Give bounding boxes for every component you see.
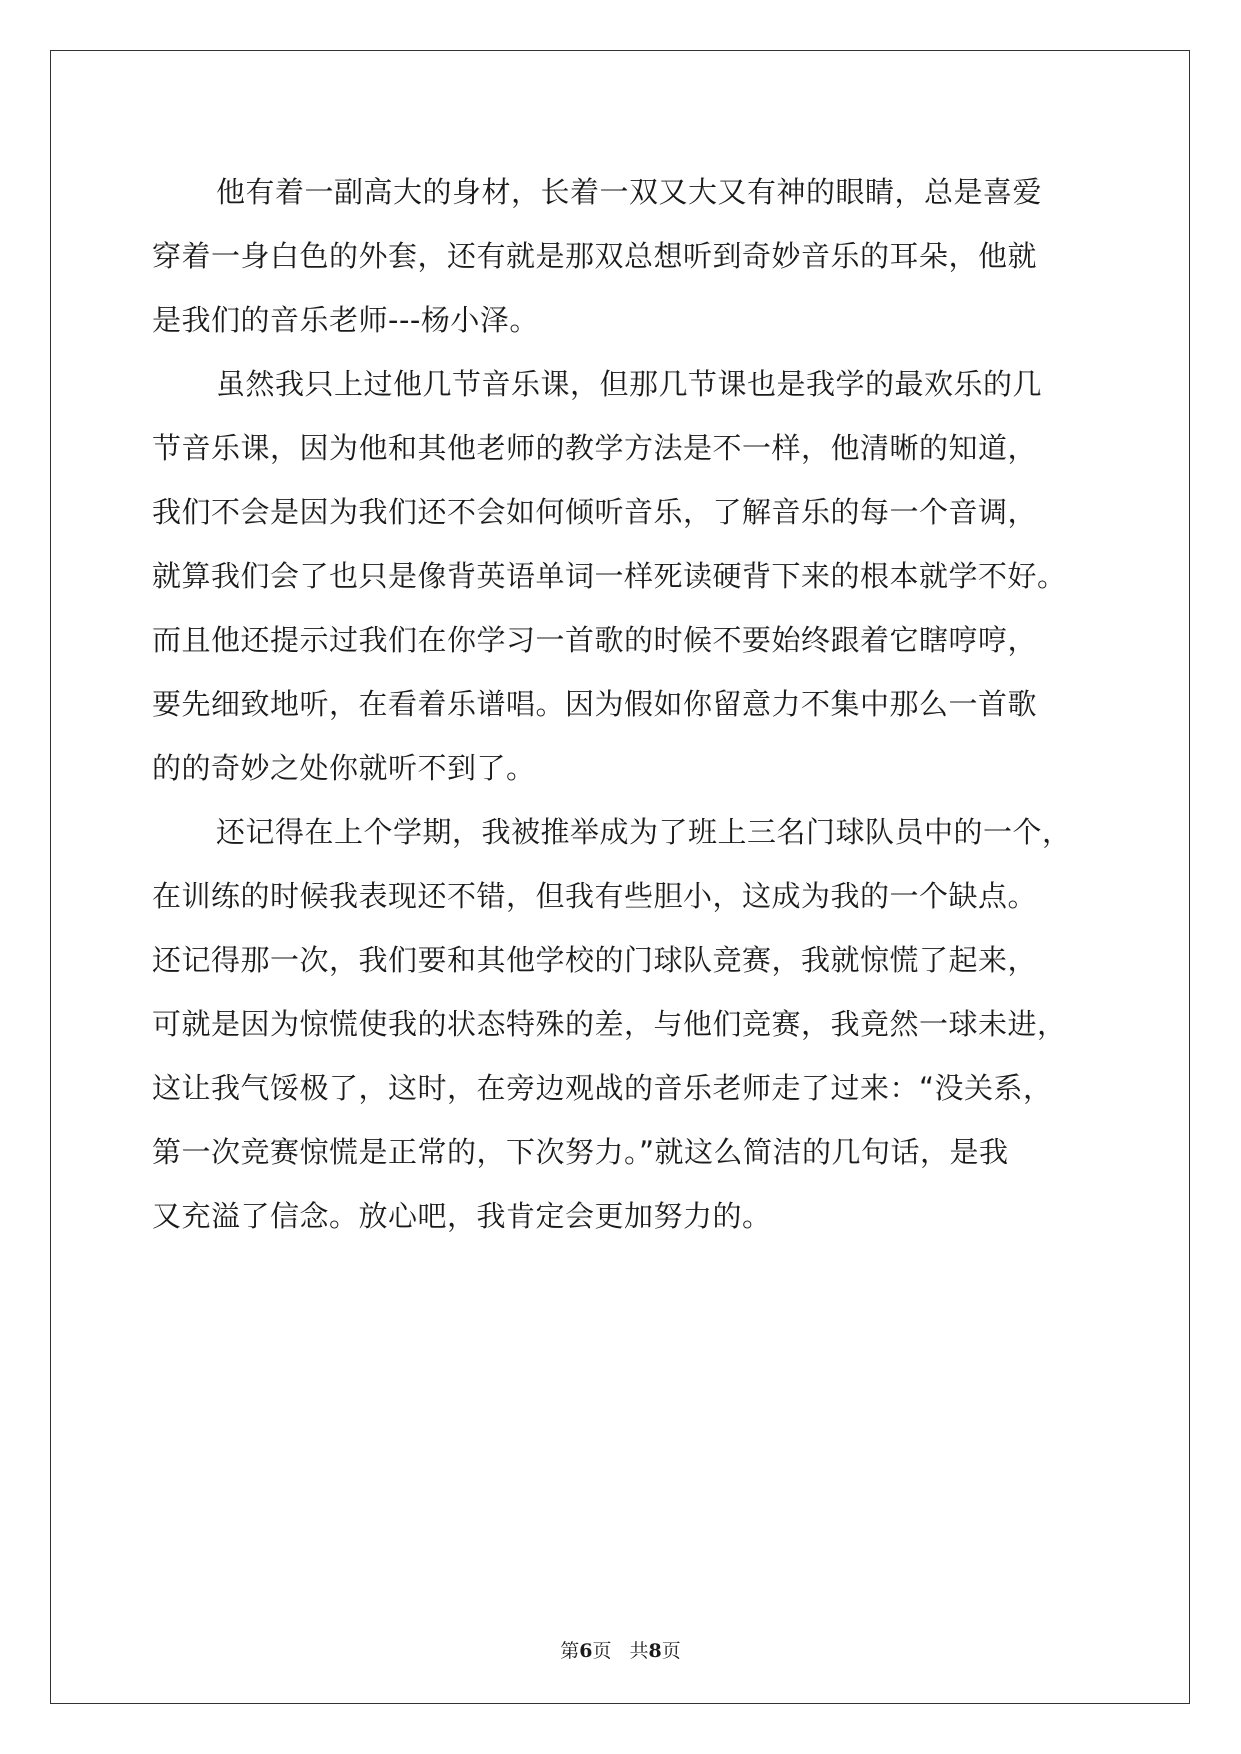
text-line: 是我们的音乐老师---杨小泽。: [152, 303, 539, 337]
text-line: 在训练的时候我表现还不错，但我有些胆小，这成为我的一个缺点。: [152, 879, 1038, 913]
document-body: [152, 160, 1092, 1248]
page-prefix: 第: [560, 1640, 580, 1662]
page-total: 8: [648, 1640, 662, 1662]
page-footer: [0, 1636, 1241, 1663]
page-current: 6: [579, 1640, 593, 1662]
text-line: 又充溢了信念。放心吧，我肯定会更加努力的。: [152, 1199, 772, 1233]
text-line: 而且他还提示过我们在你学习一首歌的时候不要始终跟着它瞎哼哼，: [152, 623, 1038, 657]
text-line: 的的奇妙之处你就听不到了。: [152, 751, 536, 785]
text-line: 穿着一身白色的外套，还有就是那双总想听到奇妙音乐的耳朵，他就: [152, 239, 1038, 273]
total-prefix: 共: [629, 1640, 649, 1662]
text-line: 我们不会是因为我们还不会如何倾听音乐，了解音乐的每一个音调，: [152, 495, 1038, 529]
text-line: 还记得那一次，我们要和其他学校的门球队竞赛，我就惊慌了起来，: [152, 943, 1038, 977]
text-line: 还记得在上个学期，我被推举成为了班上三名门球队员中的一个，: [216, 815, 1072, 849]
text-line: 要先细致地听，在看着乐谱唱。因为假如你留意力不集中那么一首歌: [152, 687, 1038, 721]
text-line: 可就是因为惊慌使我的状态特殊的差，与他们竞赛，我竟然一球未进，: [152, 1007, 1067, 1041]
text-line: 就算我们会了也只是像背英语单词一样死读硬背下来的根本就学不好。: [152, 559, 1067, 593]
text-line: 虽然我只上过他几节音乐课，但那几节课也是我学的最欢乐的几: [216, 367, 1043, 401]
text-line: 这让我气馁极了，这时，在旁边观战的音乐老师走了过来：“没关系，: [152, 1071, 1053, 1105]
total-unit: 页: [661, 1640, 681, 1662]
text-line: 他有着一副高大的身材，长着一双又大又有神的眼睛，总是喜爱: [216, 175, 1043, 209]
text-line: 第一次竞赛惊慌是正常的，下次努力。”就这么简洁的几句话，是我: [152, 1135, 1009, 1169]
text-line: 节音乐课，因为他和其他老师的教学方法是不一样，他清晰的知道，: [152, 431, 1038, 465]
page-unit: 页: [592, 1640, 612, 1662]
